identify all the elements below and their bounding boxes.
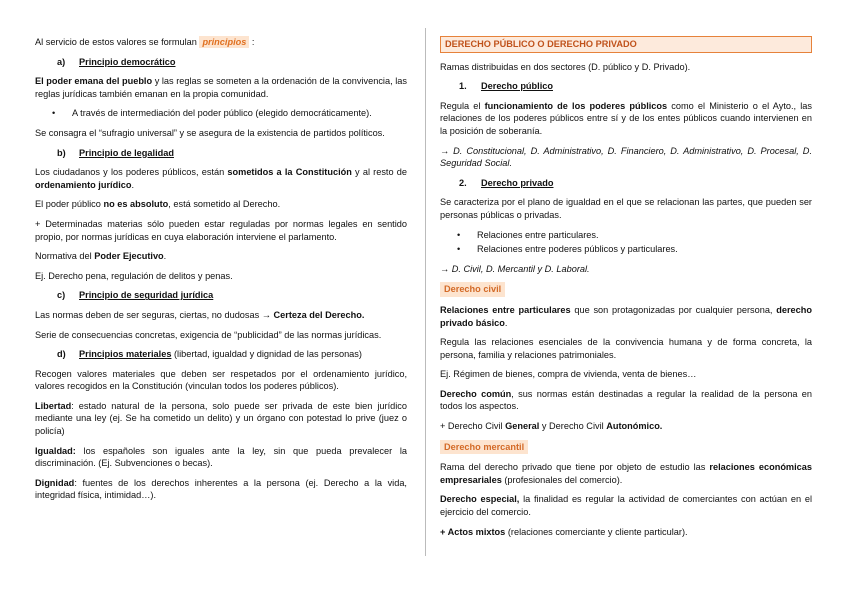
paragraph: + Actos mixtos (relaciones comerciante y cliente particular). [440, 526, 688, 537]
paragraph: Serie de consecuencias concretas, exigencia de “publicidad” de las normas jurídicas. [35, 329, 382, 340]
paragraph: Ramas distribuidas en dos sectores (D. público y D. Privado). [440, 61, 691, 72]
paragraph: Ej. Derecho pena, regulación de delitos y penas. [35, 270, 233, 281]
heading-derecho-publico: 1. Derecho público [459, 81, 553, 92]
paragraph: Rama del derecho privado que tiene por objeto de estudio las relaciones económicas empresariales (profesionales del comercio). [440, 462, 812, 485]
paragraph: Los ciudadanos y los poderes públicos, están sometidos a la Constitución y al resto de ordenamiento jurídico. [35, 167, 408, 190]
paragraph: El poder público no es absoluto, está sometido al Derecho. [35, 199, 281, 210]
heading-principio-seguridad: c) Principio de seguridad jurídica [57, 290, 214, 301]
paragraph: Regula las relaciones esenciales de la convivencia humana y de forma concreta, la persona, familia y relaciones patrimoniales. [440, 337, 812, 360]
list-item: • A través de intermediación del poder público (elegido democráticamente). [72, 107, 407, 120]
section-banner: DERECHO PÚBLICO O DERECHO PRIVADO [440, 36, 812, 53]
heading-principios-materiales: d) Principios materiales (libertad, igualdad y dignidad de las personas) [57, 349, 362, 360]
paragraph: Ej. Régimen de bienes, compra de vivienda, venta de bienes… [440, 369, 697, 380]
paragraph: Dignidad: fuentes de los derechos inherentes a la persona (ej. Derecho a la vida, integridad física, intimidad…). [35, 477, 407, 501]
paragraph: El poder emana del pueblo y las reglas se someten a la ordenación de la convivencia, las reglas jurídicas también emanan en la propia comunidad. [35, 76, 407, 99]
column-divider [425, 28, 426, 556]
intro-paragraph: Al servicio de estos valores se formulan principios : [35, 37, 255, 47]
paragraph: Igualdad: los españoles son iguales ante la ley, sin que pueda prevalecer la discriminación. (Ej. Subvenciones o becas). [35, 445, 407, 469]
list-item: • Relaciones entre particulares. [477, 229, 812, 242]
derecho-mercantil-tag: Derecho mercantil [440, 440, 528, 455]
paragraph: Relaciones entre particulares que son protagonizadas por cualquier persona, derecho privado básico. [440, 304, 812, 328]
right-column [440, 36, 812, 545]
heading-principio-legalidad: b) Principio de legalidad [57, 147, 174, 158]
paragraph: Derecho especial, la finalidad es regular la actividad de comerciantes con actúan en el ejercicio del comercio. [440, 494, 812, 518]
paragraph: Libertad: estado natural de la persona, solo puede ser privada de este bien jurídico mediante una ley (ej. Se ha cometido un delito) y un órgano con potestad lo prive (juez o policía) [35, 400, 407, 437]
paragraph: Derecho común, sus normas están destinadas a regular la realidad de la persona en todos los aspectos. [440, 388, 812, 412]
paragraph: → D. Constitucional, D. Administrativo, D. Financiero, D. Administrativo, D. Procesal, D. Seguridad Social. [440, 145, 812, 169]
list-item: • Relaciones entre poderes públicos y particulares. [477, 243, 812, 256]
paragraph: Regula el funcionamiento de los poderes públicos como el Ministerio o el Ayto., las relaciones de los poderes públicos entre sí y de los entes públicos cuando intervienen en la posición de soberanía. [440, 100, 812, 136]
paragraph: + Determinadas materias sólo pueden estar reguladas por normas legales en sentido propio, por normas jurídicas en cuya elaboración interviene el parlamento. [35, 218, 407, 242]
paragraph: Las normas deben de ser seguras, ciertas, no dudosas → Certeza del Derecho. [35, 309, 365, 320]
paragraph: → D. Civil, D. Mercantil y D. Laboral. [440, 263, 590, 274]
derecho-civil-tag: Derecho civil [440, 282, 505, 297]
paragraph: Se consagra el “sufragio universal” y se asegura de la existencia de partidos políticos. [35, 127, 385, 138]
paragraph: Normativa del Poder Ejecutivo. [35, 251, 167, 262]
heading-principio-democratico: a) Principio democrático [57, 56, 176, 67]
heading-derecho-privado: 2. Derecho privado [459, 177, 554, 188]
principios-highlight: principios [199, 36, 249, 48]
paragraph: + Derecho Civil General y Derecho Civil Autonómico. [440, 421, 663, 432]
left-column [35, 36, 407, 509]
paragraph: Recogen valores materiales que deben ser respetados por el ordenamiento jurídico, valores recogidos en la Constitución (vinculan todos los poderes públicos). [35, 368, 407, 392]
paragraph: Se caracteriza por el plano de igualdad en el que se relacionan las partes, que pueden ser personas públicas o privadas. [440, 197, 812, 220]
